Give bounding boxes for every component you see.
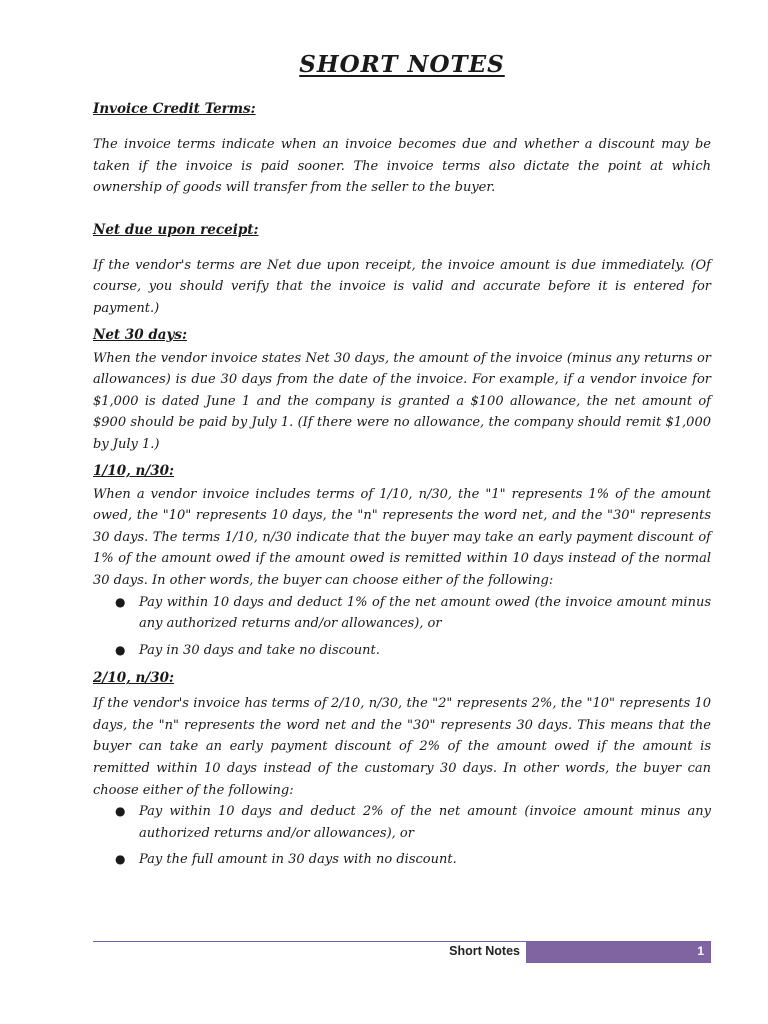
document-page: [93, 50, 711, 871]
bullet-icon: ●: [115, 594, 126, 609]
section-heading-1-10-n-30: 1/10, n/30:: [93, 462, 175, 479]
footer-label: Short Notes: [449, 944, 520, 958]
bullet-list: [93, 801, 711, 871]
paragraph: The invoice terms indicate when an invoice becomes due and whether a discount may be taken if the invoice is paid sooner. The invoice terms also dictate the point at which ownership of goods will transfer from the seller to the buyer.: [93, 137, 711, 196]
paragraph: If the vendor's invoice has terms of 2/10, n/30, the "2" represents 2%, the "10" represents 10 days, the "n" represents the word net and the "30" represents 30 days. This means that the buyer can take an early payment discount of 2% of the amount owed if the amount is remitted within 10 days instead of the customary 30 days. In other words, the buyer can choose either of the following:: [93, 696, 711, 798]
bullet-list: [93, 592, 711, 662]
section-heading-invoice-credit-terms: Invoice Credit Terms:: [93, 101, 256, 117]
paragraph: When the vendor invoice states Net 30 days, the amount of the invoice (minus any returns or allowances) is due 30 days from the date of the invoice. For example, if a vendor invoice for $1,000 is dated June 1 and the company is granted a $100 allowance, the net amount of $900 should be paid by July 1. (If there were no allowance, the company should remit $1,000 by July 1.): [93, 350, 711, 452]
paragraph: When a vendor invoice includes terms of 1/10, n/30, the "1" represents 1% of the amount owed, the "10" represents 10 days, the "n" represents the word net, and the "30" represents 30 days. The terms 1/10, n/30 indicate that the buyer may take an early payment discount of 1% of the amount owed if the amount owed is remitted within 10 days instead of the normal 30 days. In other words, the buyer can choose either of the following:: [93, 486, 711, 588]
section-heading-net-30-days: Net 30 days:: [93, 326, 187, 343]
list-item-text: Pay in 30 days and take no discount.: [139, 642, 380, 658]
list-item: [93, 801, 711, 844]
page-title: SHORT NOTES: [299, 51, 505, 78]
list-item: [93, 640, 711, 662]
list-item-text: Pay the full amount in 30 days with no discount.: [139, 852, 457, 868]
list-item: [93, 849, 711, 871]
bullet-icon: ●: [115, 642, 126, 657]
bullet-icon: ●: [115, 852, 126, 867]
page-number: 1: [526, 942, 711, 963]
section-heading-net-due-upon-receipt: Net due upon receipt:: [93, 221, 259, 238]
paragraph: If the vendor's terms are Net due upon receipt, the invoice amount is due immediately. (Of course, you should verify that the invoice is valid and accurate before it is entered for payment.): [93, 257, 711, 316]
list-item: [93, 592, 711, 635]
bullet-icon: ●: [115, 804, 126, 819]
list-item-text: Pay within 10 days and deduct 1% of the net amount owed (the invoice amount minus any authorized returns and/or allowances), or: [139, 594, 711, 632]
section-heading-2-10-n-30: 2/10, n/30:: [93, 670, 175, 687]
list-item-text: Pay within 10 days and deduct 2% of the net amount (invoice amount minus any authorized returns and/or allowances), or: [139, 804, 711, 841]
